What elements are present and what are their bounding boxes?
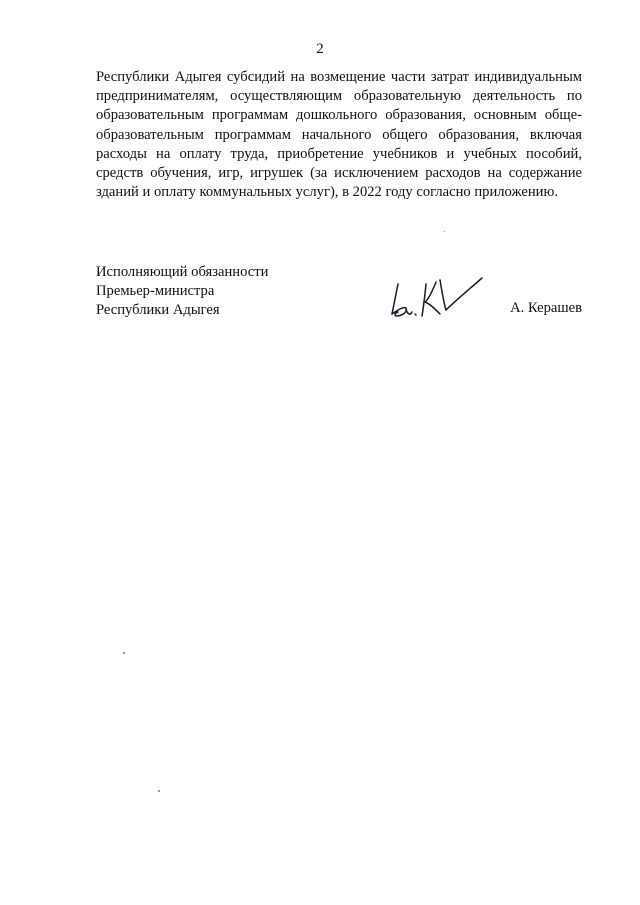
body-line: предпринимателям, осуществляющим образовательную деятельность по: [96, 88, 582, 105]
scan-speck: [158, 790, 160, 792]
handwritten-signature: [388, 270, 488, 322]
signatory-position-line: Исполняющий обязанности: [96, 264, 269, 280]
signatory-position-line: Премьер-министра: [96, 283, 215, 299]
signatory-position-line: Республики Адыгея: [96, 302, 220, 318]
body-line: средств обучения, игр, игрушек (за исключением расходов на содержание: [96, 165, 582, 182]
body-line: Республики Адыгея субсидий на возмещение части затрат индивидуальным: [96, 69, 582, 85]
signatory-position: [96, 263, 268, 320]
page-number: 2: [316, 41, 324, 57]
body-line: зданий и оплату коммунальных услуг), в 2022 году согласно приложению.: [96, 184, 559, 201]
scan-speck: [123, 652, 125, 654]
body-line: расходы на оплату труда, приобретение учебников и учебных пособий,: [96, 145, 582, 162]
scan-speck: [444, 231, 445, 232]
body-line: образовательным программам дошкольного образования, основным обще-: [96, 107, 582, 124]
body-line: образовательным программам начального общего образования, включая: [96, 126, 582, 143]
signer-name: А. Керашев: [510, 300, 582, 316]
body-paragraph: [96, 68, 582, 202]
